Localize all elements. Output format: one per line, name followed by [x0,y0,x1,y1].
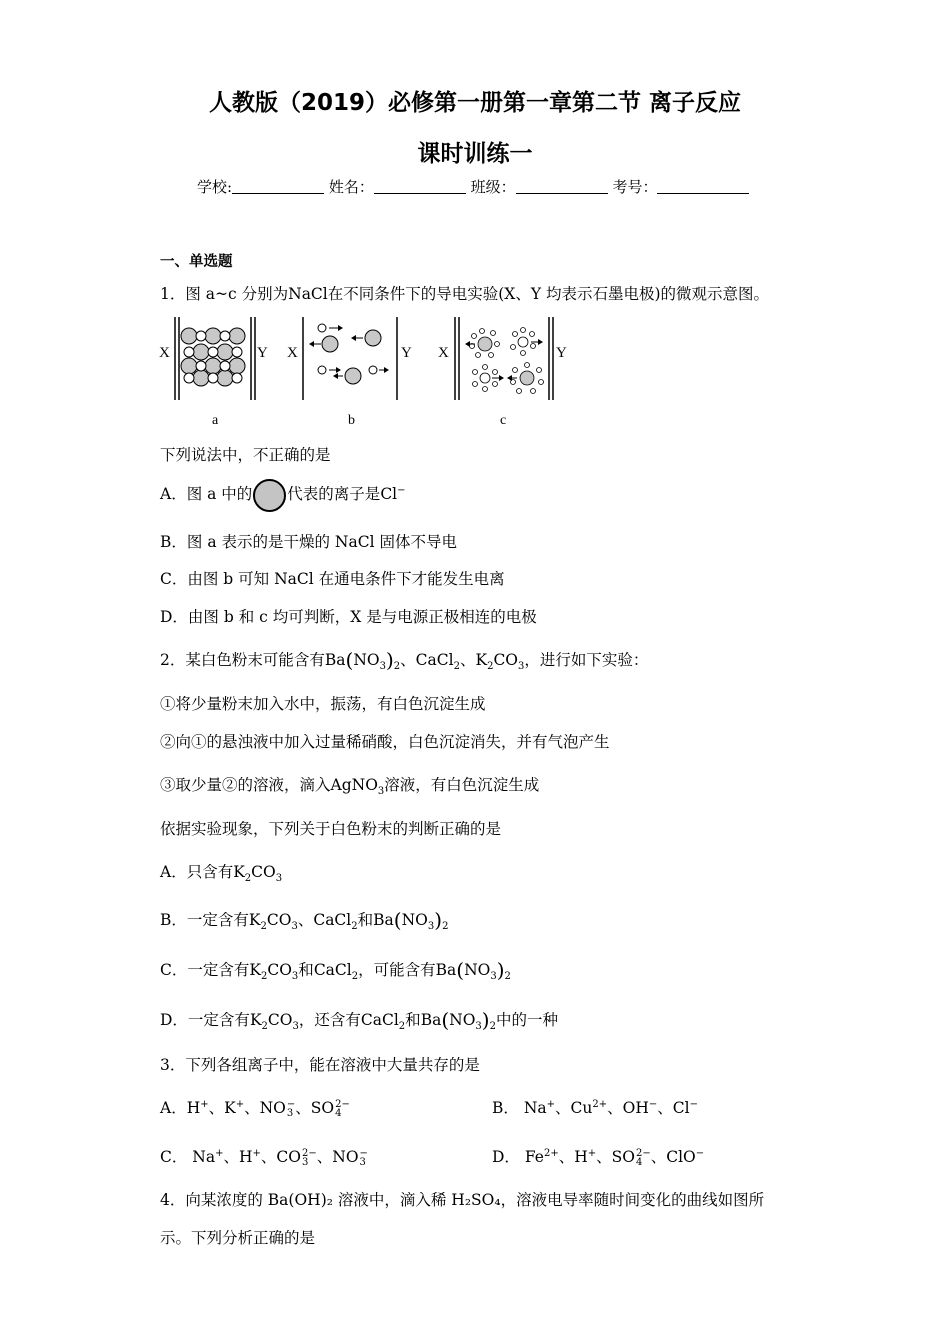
school-label: 学校: [197,178,233,196]
q3-option-b[interactable]: B． Na+、$Cu^{2+}$、OH−、Cl− [492,1098,698,1117]
class-label: 班级： [470,178,516,196]
name-blank[interactable] [374,179,466,194]
section-heading: 一、单选题 [160,254,233,270]
q2-option-c[interactable]: C．一定含有$K_2CO_3$和CaCl$_2$，可能含有$Ba(NO_3)_2$ [160,958,511,983]
q2-step-2: ②向①的悬浊液中加入过量稀硝酸，白色沉淀消失，并有气泡产生 [160,733,610,751]
svg-text:c: c [500,413,507,428]
q4-stem-line-1: 4．向某浓度的 Ba(OH)₂ 溶液中，滴入稀 H₂SO₄，溶液电导率随时间变化的曲线如图所 [160,1191,765,1209]
panel-b [287,317,412,428]
q1-stem: 1．图 a~c 分别为NaCl在不同条件下的导电实验(X、Y 均表示石墨电极)的微观示意图。 [160,285,770,303]
exam-number-label: 考号： [612,178,658,196]
q4-stem-line-2: 示。下列分析正确的是 [160,1229,316,1247]
document-title: 人教版（2019）必修第一册第一章第二节 离子反应 [208,90,742,116]
exam-number-blank[interactable] [657,179,749,194]
svg-text:X: X [159,345,170,361]
q2-option-a[interactable]: A．只含有$K_2CO_3$ [160,863,283,885]
student-info-line [197,176,749,197]
q1-question: 下列说法中，不正确的是 [160,446,331,464]
panel-c [438,317,567,428]
q2-step-3: ③取少量②的溶液，滴入AgNO$_3$溶液，有白色沉淀生成 [160,776,540,798]
q2-option-d[interactable]: D．一定含有$K_2CO_3$，还含有CaCl$_2$和$Ba(NO_3)_2$中的一种 [160,1008,558,1033]
svg-text:b: b [348,413,355,428]
q1-option-c[interactable]: C．由图 b 可知 NaCl 在通电条件下才能发生电离 [160,570,505,588]
svg-text:Y: Y [401,345,412,361]
q2-stem: 2．某白色粉末可能含有$Ba(NO_3)_2$、CaCl$_2$、$K_2CO_3$，进行如下实验： [160,648,649,673]
name-label: 姓名： [328,178,374,196]
q3-option-d[interactable]: D． $Fe^{2+}$、H+、SO 2− 4 、ClO− [492,1147,705,1168]
q1-figure [155,312,585,432]
svg-text:X: X [438,345,449,361]
chloride-ion-circle-icon [253,479,286,512]
svg-text:Y: Y [556,345,567,361]
q2-question: 依据实验现象，下列关于白色粉末的判断正确的是 [160,820,502,838]
document-subtitle: 课时训练一 [417,141,533,167]
q2-option-b[interactable]: B．一定含有$K_2CO_3$、CaCl$_2$和$Ba(NO_3)_2$ [160,908,449,933]
class-blank[interactable] [516,179,608,194]
q3-option-a[interactable]: A．H+、K+、NO − 3 、SO 2− 4 [160,1098,350,1119]
q3-option-c[interactable]: C． Na+、H+、CO 2− 3 、NO − 3 [160,1147,368,1168]
school-blank[interactable] [232,179,324,194]
q1-option-a[interactable]: A．图 a 中的 代表的离子是Cl− [160,477,406,512]
q1-option-b[interactable]: B．图 a 表示的是干燥的 NaCl 固体不导电 [160,533,457,551]
svg-text:a: a [212,413,219,428]
q3-stem: 3．下列各组离子中，能在溶液中大量共存的是 [160,1056,480,1074]
svg-text:X: X [287,345,298,361]
q2-step-1: ①将少量粉末加入水中，振荡，有白色沉淀生成 [160,695,486,713]
svg-text:Y: Y [257,345,268,361]
panel-a [159,317,268,428]
q1-option-d[interactable]: D．由图 b 和 c 均可判断，X 是与电源正极相连的电极 [160,608,537,626]
